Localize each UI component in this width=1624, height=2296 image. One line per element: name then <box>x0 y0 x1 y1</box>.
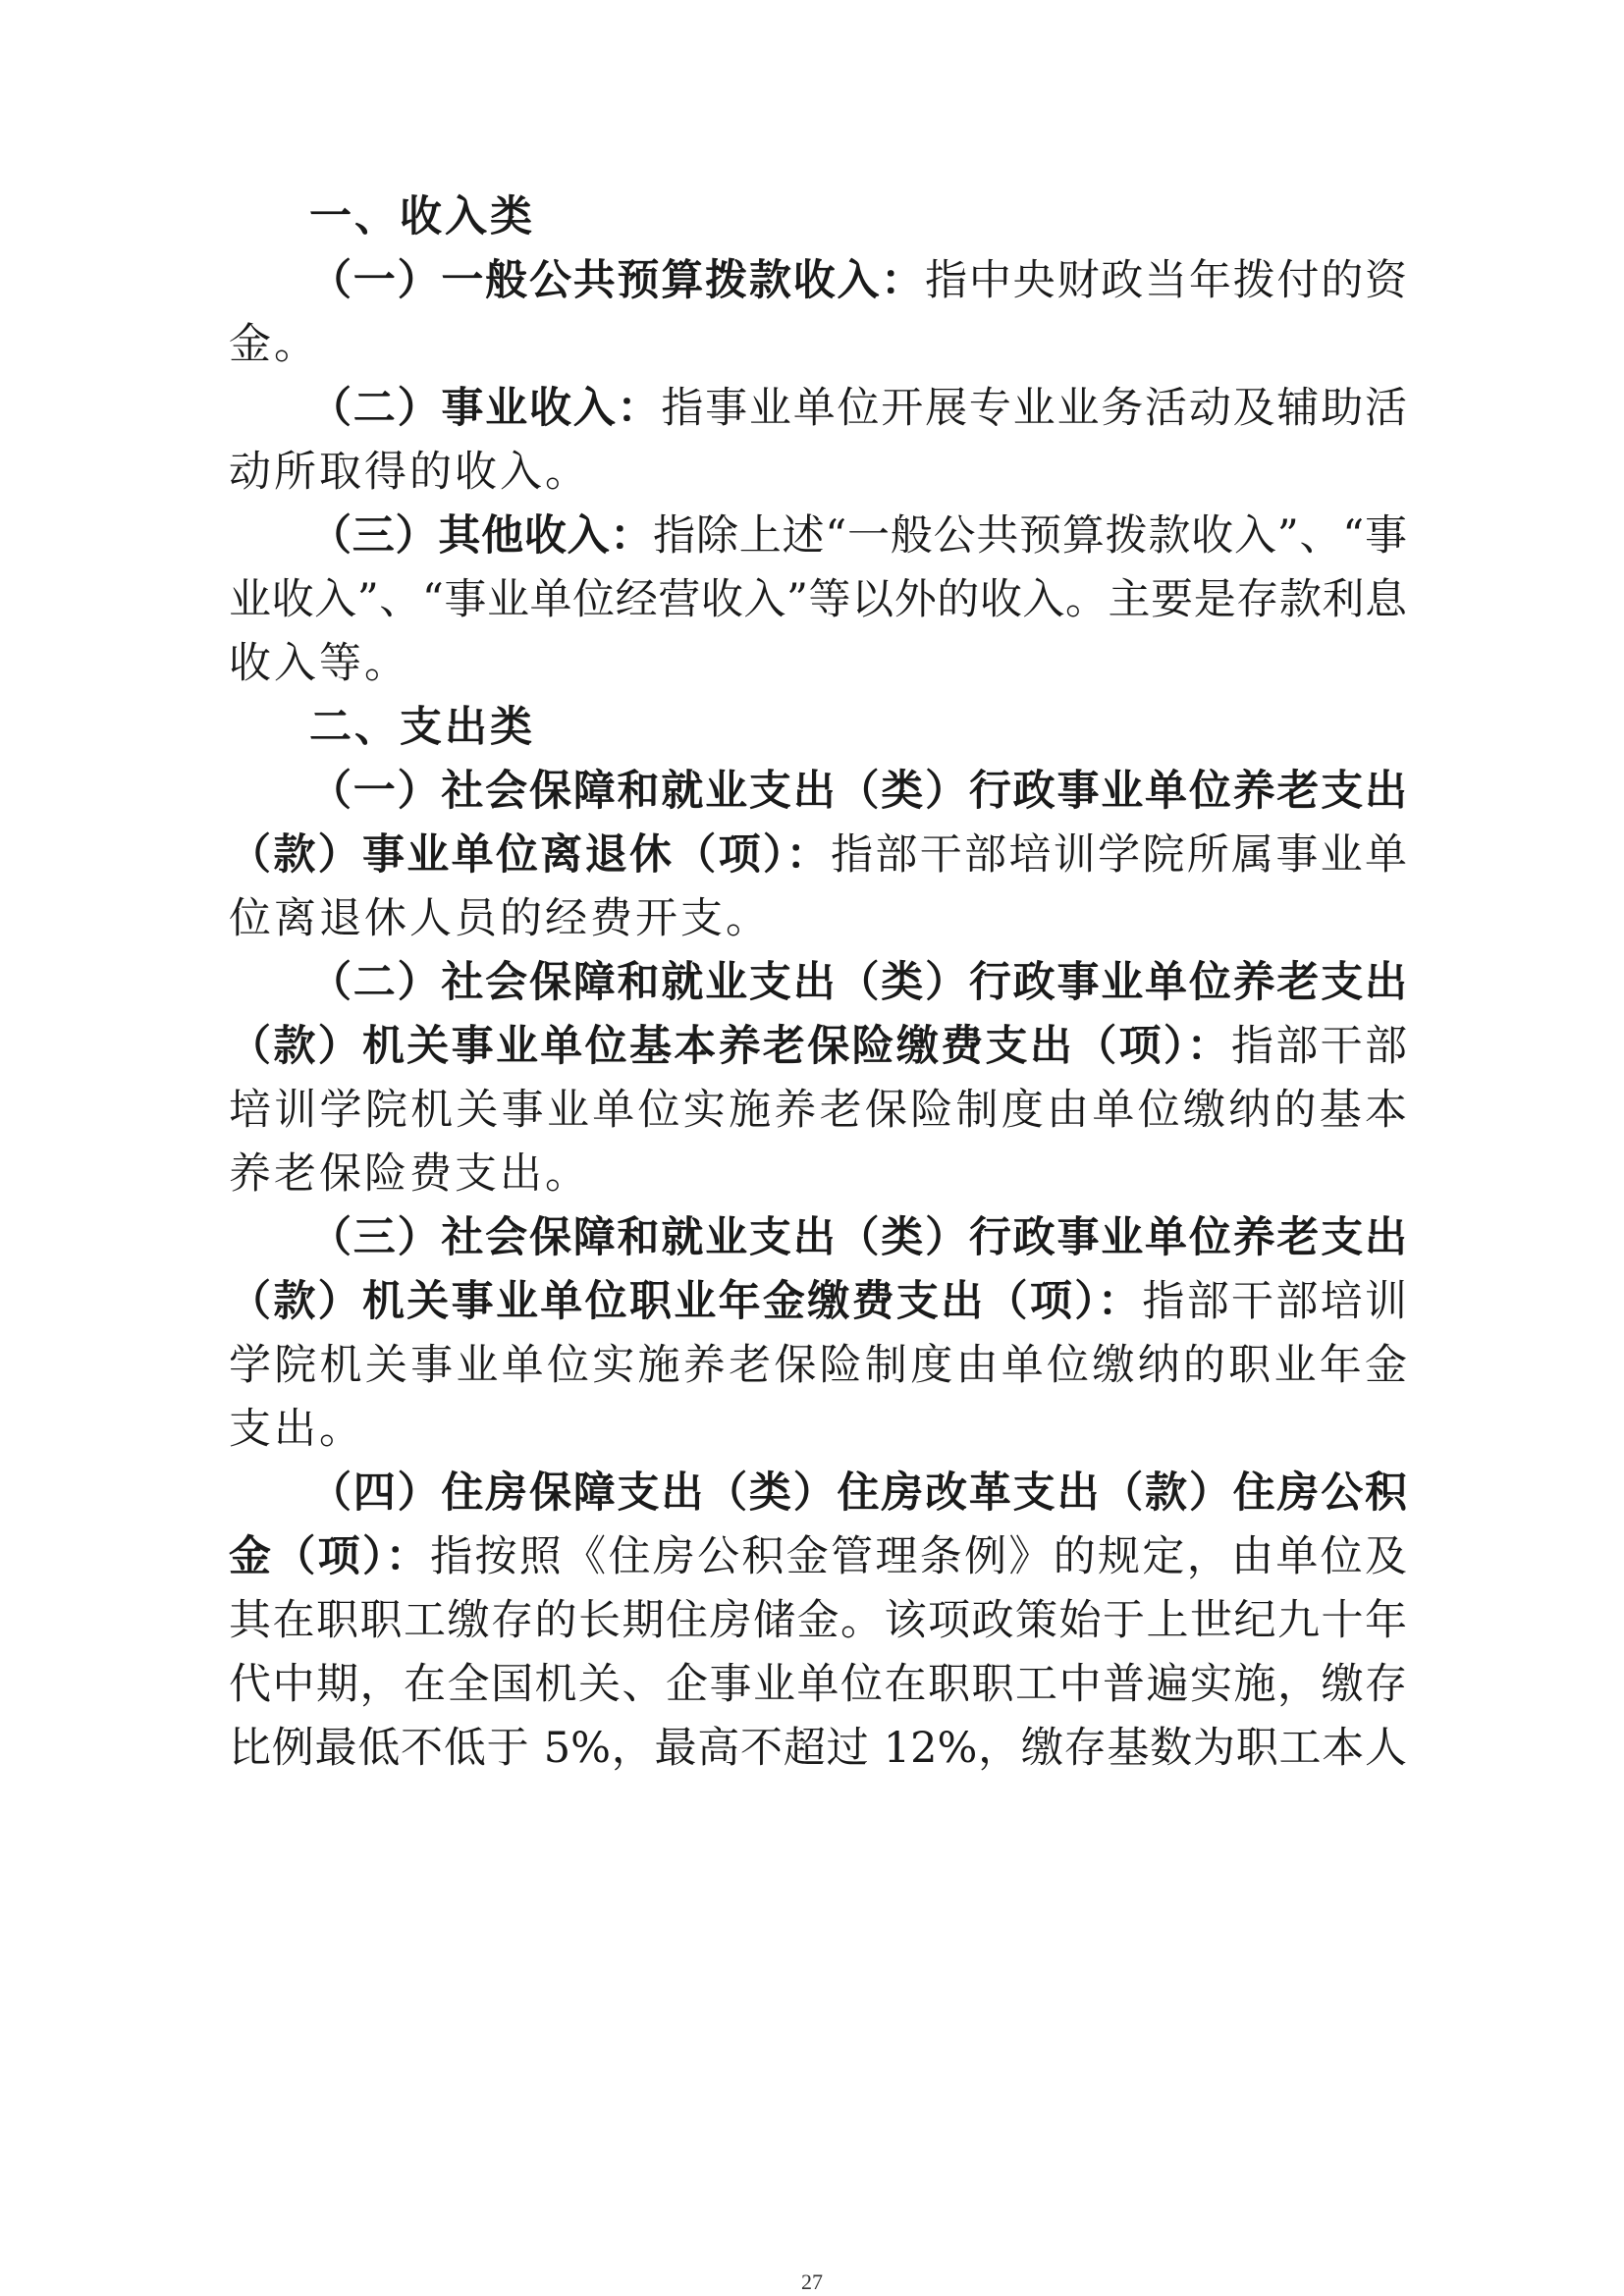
item-text: 指按照《住房公积金管理条例》的规定，由单位及 <box>430 1532 1408 1581</box>
paragraph-line: 养老保险费支出。 <box>229 1149 590 1199</box>
paragraph-line <box>309 507 1407 565</box>
paragraph-line <box>309 251 1407 310</box>
item-text: 指部干部培训学院所属事业单 <box>831 830 1408 880</box>
paragraph-line: 培训学院机关事业单位实施养老保险制度由单位缴纳的基本 <box>229 1086 1407 1135</box>
paragraph-line: 收入等。 <box>229 639 409 688</box>
paragraph-line <box>309 379 1407 438</box>
section-heading-income: 一、收入类 <box>309 192 535 241</box>
item-title: （三）其他收入： <box>309 511 654 561</box>
item-title: （款）机关事业单位基本养老保险缴费支出（项）： <box>229 1022 1232 1071</box>
item-title: （三）社会保障和就业支出（类）行政事业单位养老支出 <box>309 1213 1407 1262</box>
paragraph-line: 代中期，在全国机关、企事业单位在职职工中普遍实施，缴存 <box>229 1660 1407 1709</box>
paragraph-line: 支出。 <box>229 1405 364 1454</box>
item-text: 指中央财政当年拨付的资 <box>925 256 1408 305</box>
item-title: （款）事业单位离退休（项）： <box>229 830 832 880</box>
item-title: （四）住房保障支出（类）住房改革支出（款）住房公积 <box>309 1468 1407 1518</box>
paragraph-line: 学院机关事业单位实施养老保险制度由单位缴纳的职业年金 <box>229 1341 1407 1390</box>
page-number: 27 <box>801 2269 823 2294</box>
paragraph-line <box>229 1017 1407 1076</box>
paragraph-line: 业收入”、“事业单位经营收入”等以外的收入。主要是存款利息 <box>229 575 1407 624</box>
item-title: （二）社会保障和就业支出（类）行政事业单位养老支出 <box>309 958 1407 1007</box>
paragraph-line <box>229 826 1407 884</box>
section-heading-expense: 二、支出类 <box>309 703 535 752</box>
item-text: 指除上述“一般公共预算拨款收入”、“事 <box>653 511 1407 561</box>
item-text: 指部干部 <box>1231 1022 1408 1071</box>
paragraph-line: 其在职职工缴存的长期住房储金。该项政策始于上世纪九十年 <box>229 1596 1407 1645</box>
paragraph-line: 金。 <box>229 320 319 369</box>
item-title: （一）社会保障和就业支出（类）行政事业单位养老支出 <box>309 767 1407 816</box>
paragraph-line <box>229 1272 1407 1331</box>
item-title: 金（项）： <box>229 1532 431 1581</box>
paragraph-line <box>229 1527 1407 1586</box>
paragraph-line: 动所取得的收入。 <box>229 448 590 497</box>
paragraph-line: 比例最低不低于 5%，最高不超过 12%，缴存基数为职工本人 <box>229 1724 1407 1773</box>
paragraph-line: 位离退休人员的经费开支。 <box>229 894 771 943</box>
item-text: 指事业单位开展专业业务活动及辅助活 <box>661 384 1408 433</box>
item-text: 指部干部培训 <box>1142 1277 1408 1326</box>
item-title: （二）事业收入： <box>309 384 662 433</box>
item-title: （一）一般公共预算拨款收入： <box>309 256 926 305</box>
item-title: （款）机关事业单位职业年金缴费支出（项）： <box>229 1277 1143 1326</box>
